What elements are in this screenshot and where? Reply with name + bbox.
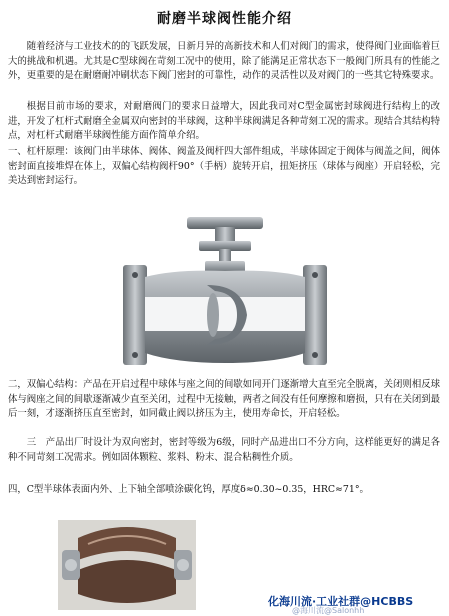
flow-bore — [145, 297, 305, 331]
paragraph-double-eccentric: 二，双偏心结构：产品在开启过程中球体与座之间的间歇如同开门逐渐增大直至完全脱离，关闭则相反球体与阀座之间的间歇逐渐减少直至关闭，过程中无接触，两者之间没有任何摩擦和磨损，只有在关闭到最后一刻，才逐渐挤压直至密封，如同截止阀以挤压为主，使用寿命长，开启轻松。 — [8, 379, 440, 419]
paragraph-bidirectional-seal: 三 产品出厂时设计为双向密封，密封等级为6级，同时产品进出口不分方向，这样能更好的满足各种不同苛刻工况需求。例如固体颗粒、浆料、粉末、混合粘稠性介质。 — [8, 437, 440, 463]
paragraph-lever-principle: 一、杠杆原理：该阀门由半球体、阀体、阀盖及阀杆四大部件组成，半球体固定于阀体与阀盖之间，阀体密封面直接堆焊在体上，双偏心结构阀杆90°（手柄）旋转开启，扭矩挤压（球体与阀座）开启轻松，完美达到密封运行。 — [8, 146, 440, 186]
right-flange — [303, 265, 327, 365]
half-ball-photo — [58, 520, 196, 610]
paragraph-intro: 随着经济与工业技术的的飞跃发展，日新月异的高新技术和人们对阀门的需求，使得阀门业面临着巨大的挑战和机遇。尤其是C型球阀在苛刻工况中的使用，除了能满足正常状态下一般阀门所具有的性能之外，更重要的是在耐磨耐冲刷状态下阀门密封的可靠性，动作的灵活性以及对阀门的一些其它特殊要求。 — [8, 41, 440, 81]
seat — [207, 293, 219, 337]
document-title: 耐磨半球阀性能介绍 — [157, 11, 292, 27]
faint-watermark: @海川流@Salonhh — [292, 606, 365, 615]
paragraph-tungsten-coating: 四，C型半球体表面内外、上下轴全部喷涂碳化钨，厚度δ≈0.30~0.35，HRC≈71°。 — [8, 484, 369, 495]
coated-half-ball-image — [58, 520, 196, 610]
stem-top — [215, 227, 235, 243]
valve-cross-section-image — [115, 215, 335, 375]
ball-lower-surface — [78, 560, 176, 603]
paragraph-market: 根据目前市场的要求，对耐磨阀门的要求日益增大，因此我司对C型金属密封球阀进行结构上的改进，开发了杠杆式耐磨全金属双向密封的半球阀，这种半球阀满足各种苛刻工况的需求。现结合其结构特点，对杠杆式耐磨半球阀性能方面作简单介绍。 — [8, 101, 440, 141]
valve-drawing — [115, 215, 335, 375]
left-flange — [123, 265, 147, 365]
watermark-text: 化海川流·工业社群@HCBBS — [268, 595, 414, 608]
